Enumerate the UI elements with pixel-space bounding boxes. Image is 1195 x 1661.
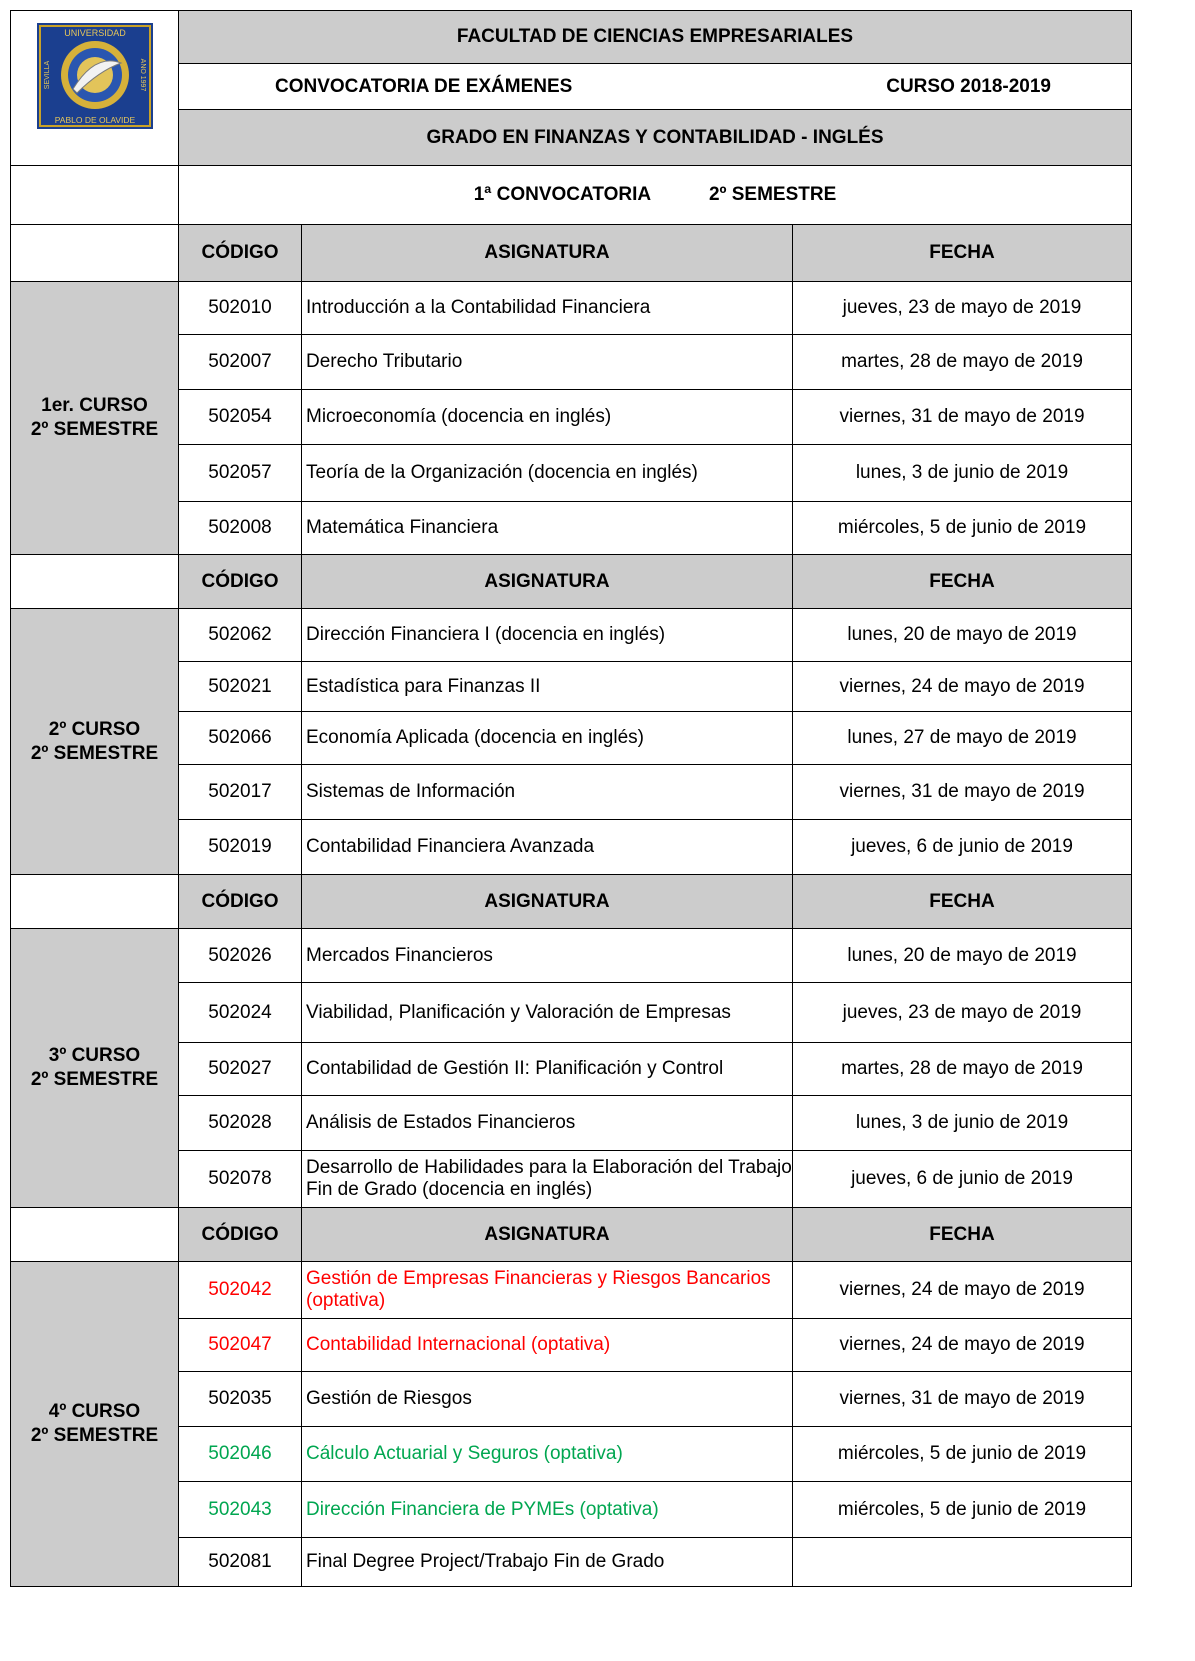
table-row xyxy=(11,765,1132,820)
faculty-title: FACULTAD DE CIENCIAS EMPRESARIALES xyxy=(179,11,1132,64)
subject-name: Contabilidad Financiera Avanzada xyxy=(302,820,793,875)
table-row xyxy=(11,929,1132,983)
svg-text:UNIVERSIDAD: UNIVERSIDAD xyxy=(63,28,126,38)
column-header-code: CÓDIGO xyxy=(179,1208,302,1262)
exam-date: miércoles, 5 de junio de 2019 xyxy=(793,1482,1132,1538)
table-row xyxy=(11,335,1132,390)
subject-name: Contabilidad Internacional (optativa) xyxy=(302,1319,793,1372)
subject-name: Matemática Financiera xyxy=(302,502,793,555)
column-header-code: CÓDIGO xyxy=(179,555,302,609)
column-header-subject: ASIGNATURA xyxy=(302,555,793,609)
table-row xyxy=(11,1096,1132,1151)
column-header-subject: ASIGNATURA xyxy=(302,225,793,282)
table-row xyxy=(11,502,1132,555)
empty-cell xyxy=(11,166,179,225)
subject-name: Mercados Financieros xyxy=(302,929,793,983)
exam-date: viernes, 31 de mayo de 2019 xyxy=(793,390,1132,445)
exam-date: martes, 28 de mayo de 2019 xyxy=(793,335,1132,390)
subject-code: 502042 xyxy=(179,1262,302,1319)
table-row xyxy=(11,282,1132,335)
subject-name: Economía Aplicada (docencia en inglés) xyxy=(302,712,793,765)
subject-name: Teoría de la Organización (docencia en inglés) xyxy=(302,445,793,502)
table-row xyxy=(11,1372,1132,1427)
subject-code: 502026 xyxy=(179,929,302,983)
table-row xyxy=(11,445,1132,502)
table-row xyxy=(11,1482,1132,1538)
table-row xyxy=(11,1262,1132,1319)
table-row xyxy=(11,662,1132,712)
exam-date xyxy=(793,1538,1132,1587)
table-row xyxy=(11,1538,1132,1587)
exam-date: jueves, 23 de mayo de 2019 xyxy=(793,282,1132,335)
exam-date: jueves, 6 de junio de 2019 xyxy=(793,1151,1132,1208)
course-label xyxy=(11,609,179,875)
subject-code: 502024 xyxy=(179,983,302,1043)
column-header-date: FECHA xyxy=(793,875,1132,929)
university-logo xyxy=(37,23,153,129)
table-row xyxy=(11,609,1132,662)
table-row xyxy=(11,1043,1132,1096)
column-header-date: FECHA xyxy=(793,225,1132,282)
convocatoria-semestre xyxy=(179,166,1132,225)
exam-date: viernes, 24 de mayo de 2019 xyxy=(793,1319,1132,1372)
subject-code: 502027 xyxy=(179,1043,302,1096)
column-header-code: CÓDIGO xyxy=(179,225,302,282)
subject-name: Final Degree Project/Trabajo Fin de Grado xyxy=(302,1538,793,1587)
exam-date: miércoles, 5 de junio de 2019 xyxy=(793,1427,1132,1482)
exam-date: lunes, 3 de junio de 2019 xyxy=(793,1096,1132,1151)
empty-cell xyxy=(11,225,179,282)
subject-code: 502035 xyxy=(179,1372,302,1427)
exam-date: viernes, 24 de mayo de 2019 xyxy=(793,662,1132,712)
subject-name: Derecho Tributario xyxy=(302,335,793,390)
subject-name: Contabilidad de Gestión II: Planificación y Control xyxy=(302,1043,793,1096)
subject-code: 502008 xyxy=(179,502,302,555)
subject-code: 502010 xyxy=(179,282,302,335)
course-name: 4º CURSO xyxy=(48,1401,141,1422)
table-row xyxy=(11,1427,1132,1482)
course-semester: 2º SEMESTRE xyxy=(30,1069,159,1090)
exam-date: lunes, 20 de mayo de 2019 xyxy=(793,609,1132,662)
exam-date: lunes, 3 de junio de 2019 xyxy=(793,445,1132,502)
subject-name: Sistemas de Información xyxy=(302,765,793,820)
column-header-date: FECHA xyxy=(793,1208,1132,1262)
empty-cell xyxy=(11,875,179,929)
subject-code: 502081 xyxy=(179,1538,302,1587)
course-label xyxy=(11,1262,179,1587)
table-row xyxy=(11,1151,1132,1208)
curso-label: CURSO 2018-2019 xyxy=(886,75,1051,97)
subject-name: Desarrollo de Habilidades para la Elaboración del Trabajo Fin de Grado (docencia en inglés) xyxy=(302,1151,793,1208)
subject-name: Dirección Financiera I (docencia en inglés) xyxy=(302,609,793,662)
subject-name: Estadística para Finanzas II xyxy=(302,662,793,712)
subject-code: 502043 xyxy=(179,1482,302,1538)
subject-code: 502028 xyxy=(179,1096,302,1151)
exam-date: jueves, 23 de mayo de 2019 xyxy=(793,983,1132,1043)
course-label xyxy=(11,282,179,555)
course-name: 2º CURSO xyxy=(48,718,141,740)
convocatoria-label: CONVOCATORIA DE EXÁMENES xyxy=(275,75,573,97)
column-header-subject: ASIGNATURA xyxy=(302,875,793,929)
grado-title: GRADO EN FINANZAS Y CONTABILIDAD - INGLÉS xyxy=(179,110,1132,166)
subject-name: Introducción a la Contabilidad Financiera xyxy=(302,282,793,335)
svg-text:PABLO DE OLAVIDE: PABLO DE OLAVIDE xyxy=(54,115,135,125)
column-header-subject: ASIGNATURA xyxy=(302,1208,793,1262)
exam-date: miércoles, 5 de junio de 2019 xyxy=(793,502,1132,555)
exam-date: lunes, 20 de mayo de 2019 xyxy=(793,929,1132,983)
svg-text:ANO 1997: ANO 1997 xyxy=(138,58,146,92)
course-name: 1er. CURSO xyxy=(41,395,148,416)
logo-cell xyxy=(11,11,179,166)
course-label xyxy=(11,929,179,1208)
exam-date: martes, 28 de mayo de 2019 xyxy=(793,1043,1132,1096)
table-row xyxy=(11,1319,1132,1372)
subject-name: Cálculo Actuarial y Seguros (optativa) xyxy=(302,1427,793,1482)
table-row xyxy=(11,820,1132,875)
course-semester: 2º SEMESTRE xyxy=(30,742,159,764)
subject-code: 502046 xyxy=(179,1427,302,1482)
subject-name: Gestión de Riesgos xyxy=(302,1372,793,1427)
subject-code: 502047 xyxy=(179,1319,302,1372)
course-name: 3º CURSO xyxy=(48,1045,141,1066)
exam-schedule-table xyxy=(10,10,1132,1587)
svg-text:SEVILLA: SEVILLA xyxy=(43,60,51,90)
convocatoria-number: 1ª CONVOCATORIA xyxy=(473,184,651,205)
column-header-code: CÓDIGO xyxy=(179,875,302,929)
exam-date: viernes, 31 de mayo de 2019 xyxy=(793,765,1132,820)
subject-code: 502078 xyxy=(179,1151,302,1208)
subject-name: Microeconomía (docencia en inglés) xyxy=(302,390,793,445)
subject-code: 502054 xyxy=(179,390,302,445)
empty-cell xyxy=(11,1208,179,1262)
exam-date: jueves, 6 de junio de 2019 xyxy=(793,820,1132,875)
course-semester: 2º SEMESTRE xyxy=(30,1425,159,1446)
table-row xyxy=(11,390,1132,445)
subject-code: 502019 xyxy=(179,820,302,875)
exam-date: viernes, 31 de mayo de 2019 xyxy=(793,1372,1132,1427)
subject-code: 502017 xyxy=(179,765,302,820)
subject-code: 502066 xyxy=(179,712,302,765)
table-row xyxy=(11,983,1132,1043)
subject-code: 502057 xyxy=(179,445,302,502)
convocatoria-row xyxy=(179,64,1132,110)
subject-code: 502007 xyxy=(179,335,302,390)
subject-name: Viabilidad, Planificación y Valoración de Empresas xyxy=(302,983,793,1043)
empty-cell xyxy=(11,555,179,609)
subject-code: 502062 xyxy=(179,609,302,662)
subject-name: Análisis de Estados Financieros xyxy=(302,1096,793,1151)
exam-date: lunes, 27 de mayo de 2019 xyxy=(793,712,1132,765)
table-row xyxy=(11,712,1132,765)
subject-name: Gestión de Empresas Financieras y Riesgos Bancarios (optativa) xyxy=(302,1262,793,1319)
column-header-date: FECHA xyxy=(793,555,1132,609)
course-semester: 2º SEMESTRE xyxy=(30,419,159,440)
subject-name: Dirección Financiera de PYMEs (optativa) xyxy=(302,1482,793,1538)
semestre-label: 2º SEMESTRE xyxy=(708,184,837,205)
subject-code: 502021 xyxy=(179,662,302,712)
exam-date: viernes, 24 de mayo de 2019 xyxy=(793,1262,1132,1319)
